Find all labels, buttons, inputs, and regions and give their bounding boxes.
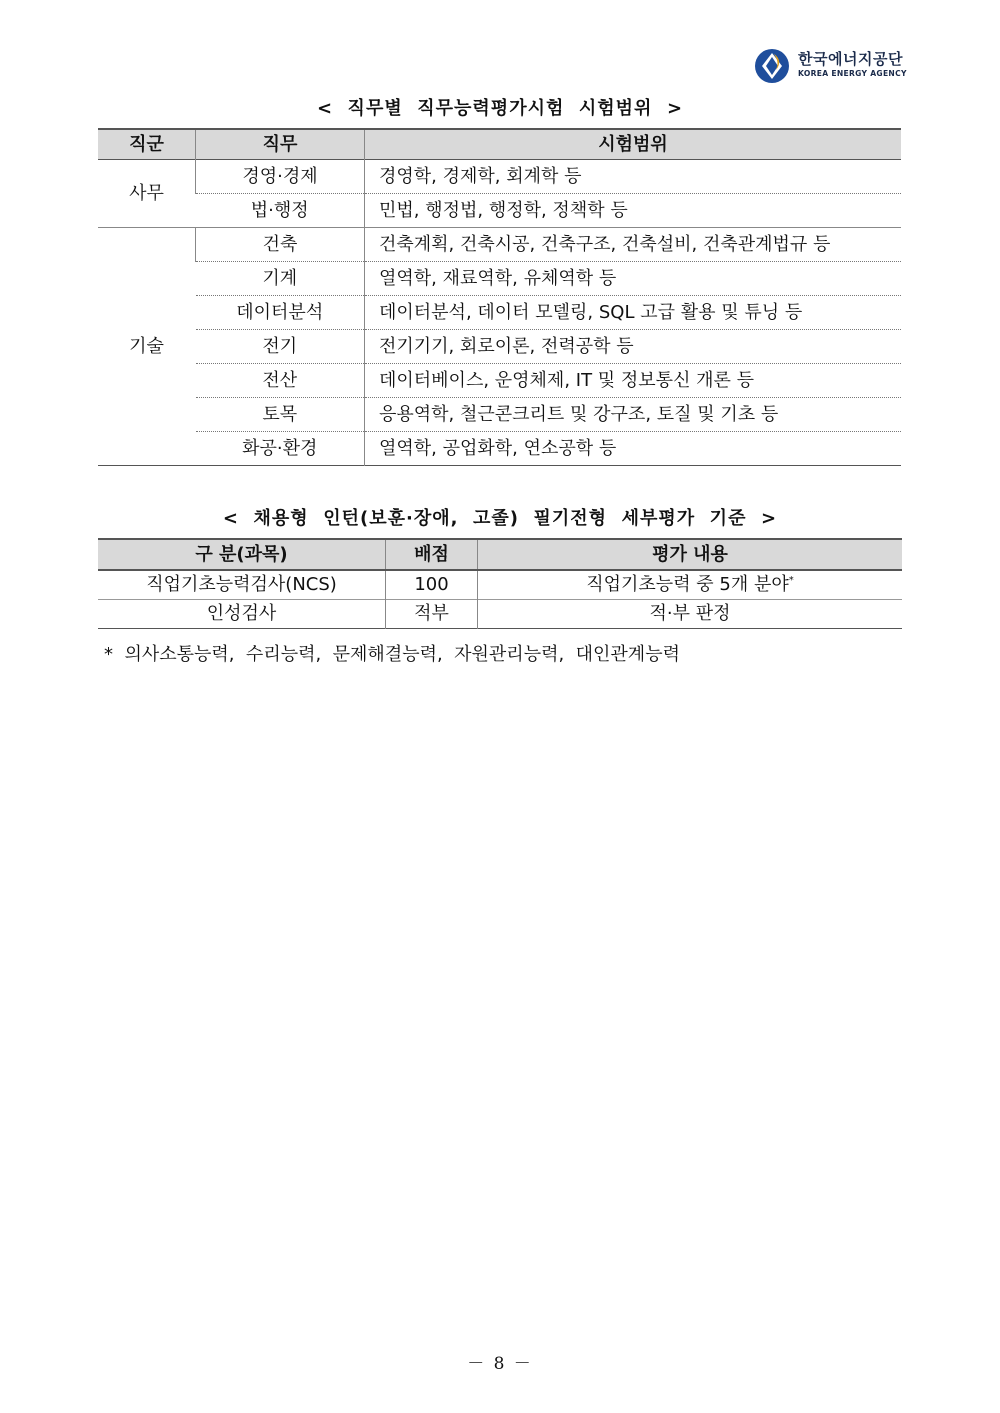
table-row xyxy=(98,432,901,466)
scope-cell: 전기기기, 회로이론, 전력공학 등 xyxy=(365,330,902,364)
scope-cell: 데이터베이스, 운영체제, IT 및 정보통신 개론 등 xyxy=(365,364,902,398)
column-header-content: 평가 내용 xyxy=(478,539,903,570)
subject-cell: 인성검사 xyxy=(206,603,277,624)
scope-cell: 데이터분석, 데이터 모델링, SQL 고급 활용 및 튜닝 등 xyxy=(365,296,902,330)
table-row xyxy=(98,262,901,296)
table-row xyxy=(98,160,901,194)
column-header-group: 직군 xyxy=(98,129,196,160)
table-header-row xyxy=(98,129,901,160)
job-cell: 토목 xyxy=(262,404,298,425)
job-cell: 건축 xyxy=(196,228,365,262)
table-header-row xyxy=(98,539,902,570)
score-cell: 100 xyxy=(386,570,478,600)
score-cell: 적부 xyxy=(386,600,478,629)
scope-cell: 민법, 행정법, 행정학, 정책학 등 xyxy=(365,194,902,228)
column-header-subject: 구 분(과목) xyxy=(98,539,386,570)
exam-scope-table xyxy=(98,128,901,466)
column-header-scope: 시험범위 xyxy=(365,129,902,160)
table-row xyxy=(98,570,902,600)
group-cell: 기술 xyxy=(129,336,164,357)
group-cell: 사무 xyxy=(129,183,164,204)
table-row xyxy=(98,364,901,398)
table-row xyxy=(98,194,901,228)
column-header-score: 배점 xyxy=(386,539,478,570)
agency-logo xyxy=(754,46,914,86)
table-row xyxy=(98,296,901,330)
scope-cell: 열역학, 공업화학, 연소공학 등 xyxy=(365,432,902,466)
table-row xyxy=(98,600,902,629)
table-row xyxy=(98,228,901,262)
scope-cell: 응용역학, 철근콘크리트 및 강구조, 토질 및 기초 등 xyxy=(365,398,902,432)
exam-scope-title: < 직무별 직무능력평가시험 시험범위 > xyxy=(316,98,684,119)
job-cell: 전기 xyxy=(262,336,298,357)
evaluation-criteria-table xyxy=(98,538,902,629)
content-cell: 적·부 판정 xyxy=(478,600,903,629)
job-cell: 전산 xyxy=(262,370,298,391)
job-cell: 화공·환경 xyxy=(242,438,318,459)
content-cell xyxy=(478,570,903,600)
scope-cell: 경영학, 경제학, 회계학 등 xyxy=(365,160,902,194)
table-row xyxy=(98,330,901,364)
job-cell: 기계 xyxy=(262,268,298,289)
logo-mark-icon xyxy=(754,48,790,84)
scope-cell: 건축계획, 건축시공, 건축구조, 건축설비, 건축관계법규 등 xyxy=(365,228,902,262)
page-number: － 8 － xyxy=(467,1354,533,1374)
evaluation-criteria-title: < 채용형 인턴(보훈·장애, 고졸) 필기전형 세부평가 기준 > xyxy=(222,508,778,529)
job-cell: 법·행정 xyxy=(250,200,309,221)
subject-cell: 직업기초능력검사(NCS) xyxy=(146,574,337,595)
scope-cell: 열역학, 재료역학, 유체역학 등 xyxy=(365,262,902,296)
footnote: * 의사소통능력, 수리능력, 문제해결능력, 자원관리능력, 대인관계능력 xyxy=(104,644,680,665)
table-row xyxy=(98,398,901,432)
footnote-mark: * xyxy=(788,575,794,586)
content-text: 직업기초능력 중 5개 분야 xyxy=(586,574,789,595)
column-header-job: 직무 xyxy=(196,129,365,160)
job-cell: 데이터분석 xyxy=(236,302,324,323)
job-cell: 경영·경제 xyxy=(196,160,365,194)
logo-english-name: KOREA ENERGY AGENCY xyxy=(798,69,907,78)
logo-korean-name: 한국에너지공단 xyxy=(798,50,903,68)
